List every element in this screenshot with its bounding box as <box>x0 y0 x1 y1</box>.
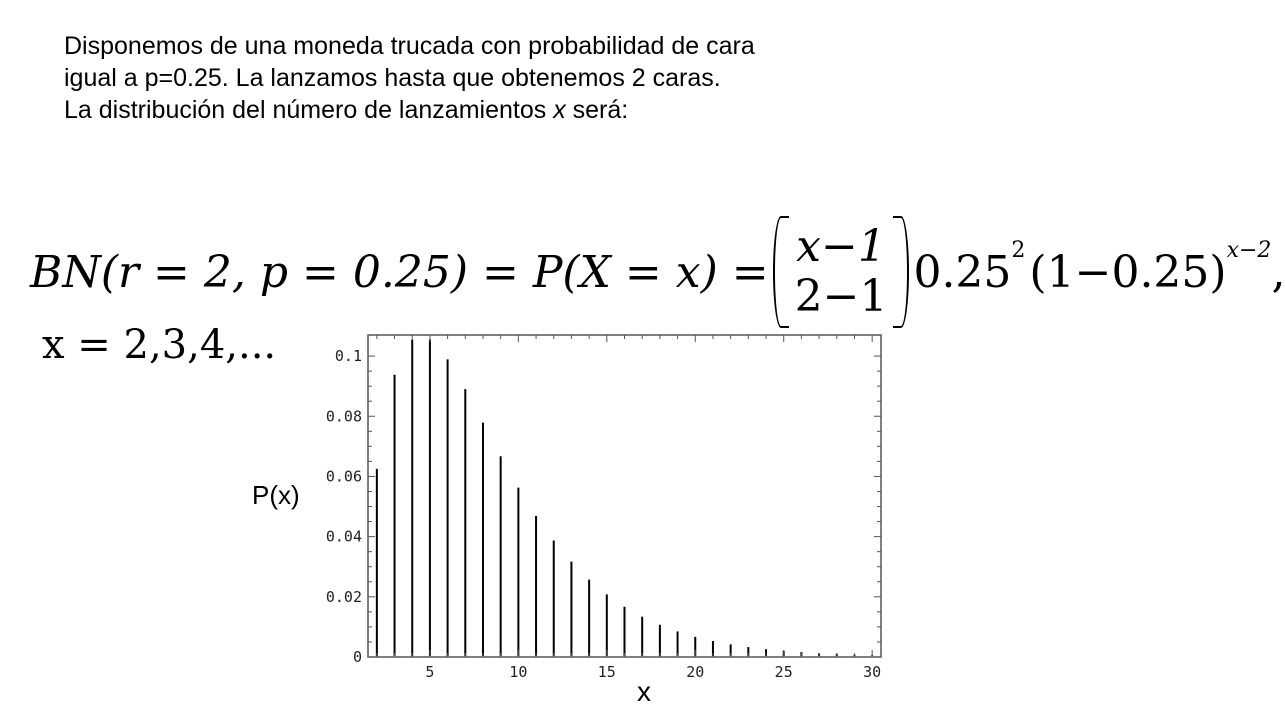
formula-factor-exp: x−2 <box>1226 237 1272 263</box>
y-axis-label: P(x) <box>252 480 300 510</box>
intro-line-3-var: x <box>553 96 566 124</box>
binom-top: x−1 <box>796 221 886 272</box>
bars-group <box>377 340 872 656</box>
intro-line-3-pre: La distribución del número de lanzamientos <box>64 96 554 124</box>
y-tick-label-0.02: 0.02 <box>325 587 362 606</box>
formula-base: 0.25 <box>913 246 1012 298</box>
y-tick-label-0.06: 0.06 <box>325 467 362 486</box>
support-text: x = 2,3,4,... <box>42 322 277 368</box>
y-ticks-group <box>326 347 881 666</box>
x-tick-label-20: 20 <box>686 663 705 681</box>
x-tick-label-10: 10 <box>509 663 528 681</box>
y-tick-label-0.08: 0.08 <box>325 407 362 426</box>
intro-line-2: igual a p=0.25. La lanzamos hasta que obtenemos 2 caras. <box>64 64 721 92</box>
x-tick-label-25: 25 <box>774 663 793 681</box>
x-tick-label-15: 15 <box>597 663 616 681</box>
intro-line-3-post: será: <box>565 96 629 124</box>
formula-base-exp: 2 <box>1011 237 1026 263</box>
x-ticks-group <box>377 335 881 681</box>
intro-line-1: Disponemos de una moneda trucada con probabilidad de cara <box>64 32 755 60</box>
formula-trail: , <box>1271 246 1285 298</box>
x-tick-label-30: 30 <box>863 663 882 681</box>
y-tick-label-0: 0 <box>352 648 362 666</box>
formula-lhs: BN(r = 2, p = 0.25) = P(X = x) = <box>30 246 769 298</box>
binom-bottom: 2−1 <box>794 271 888 322</box>
formula-factor: (1−0.25) <box>1029 246 1227 298</box>
x-axis-label: x <box>637 676 651 707</box>
y-tick-label-0.04: 0.04 <box>325 527 362 546</box>
y-tick-label-0.1: 0.1 <box>334 347 362 366</box>
x-tick-label-5: 5 <box>425 663 435 681</box>
